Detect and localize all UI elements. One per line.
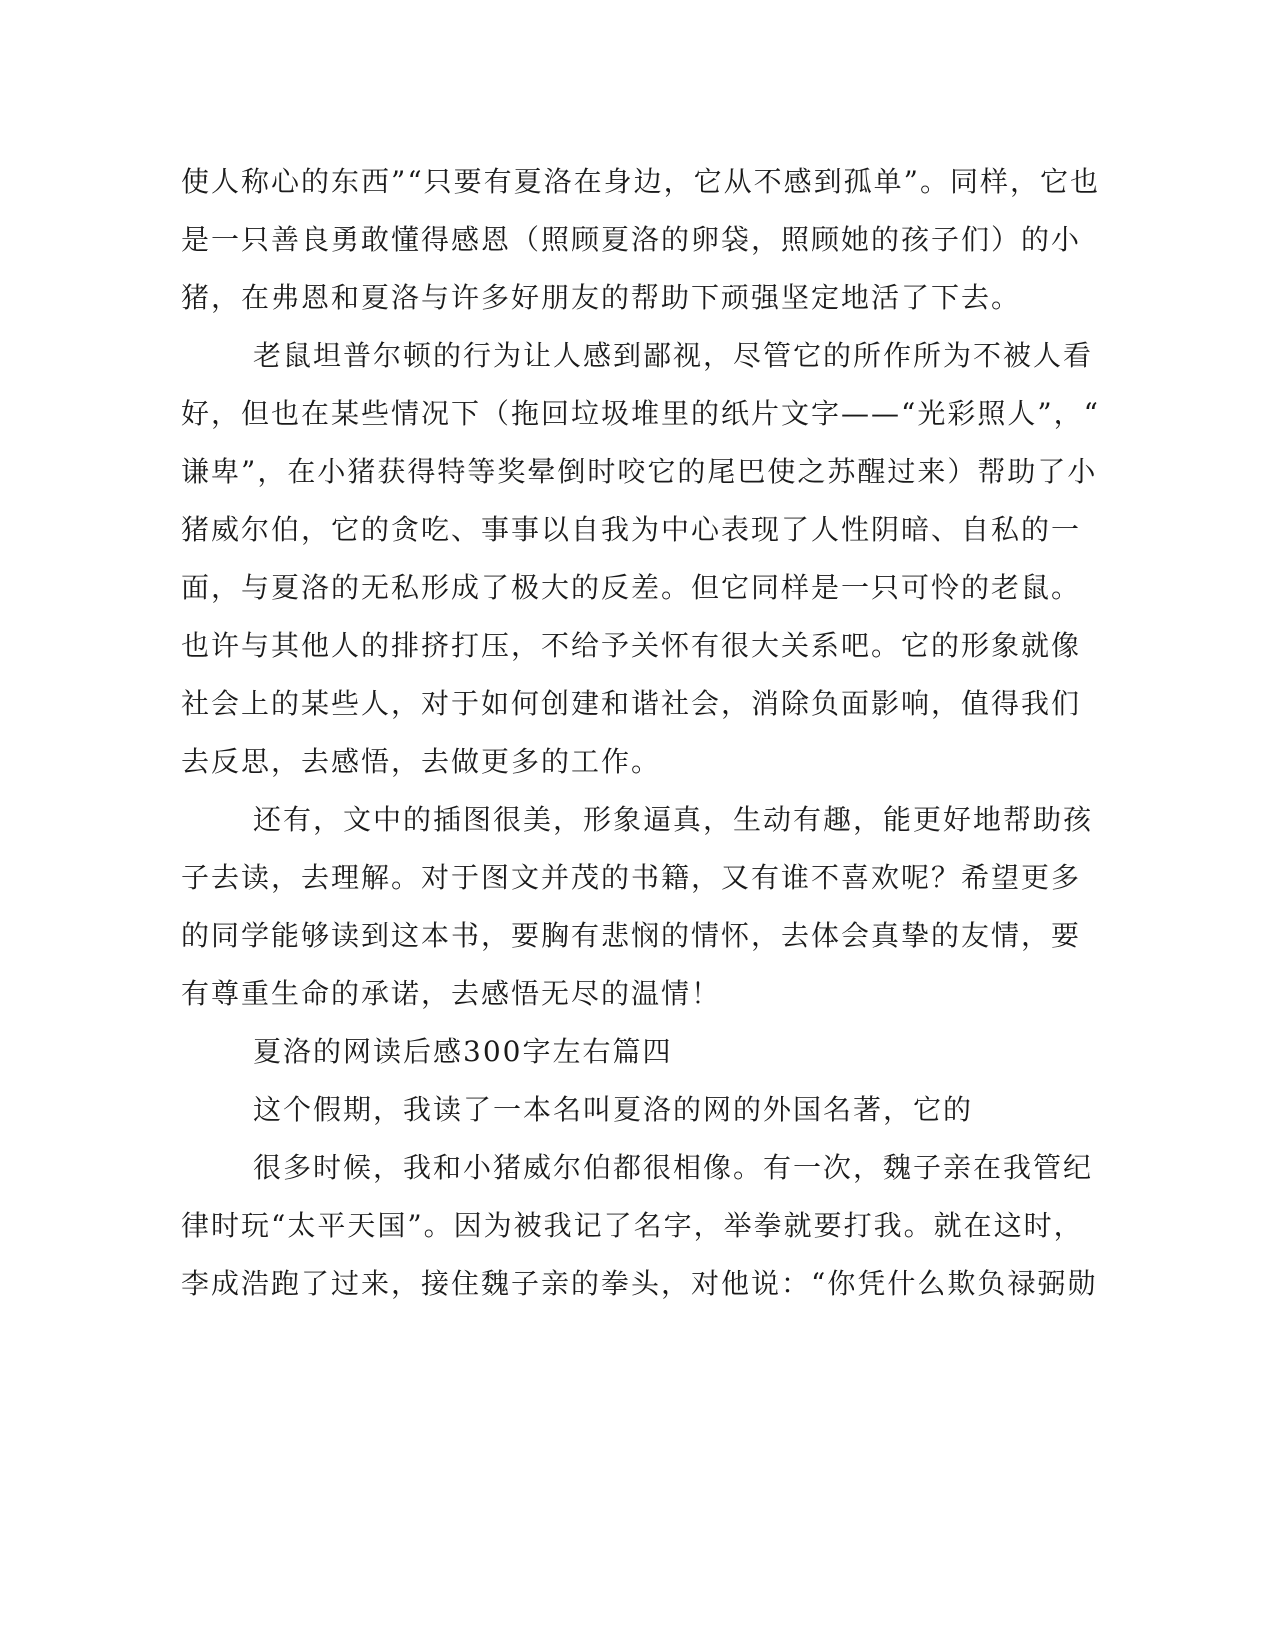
text-line: 谦卑”，在小猪获得特等奖晕倒时咬它的尾巴使之苏醒过来）帮助了小 [181, 455, 1098, 488]
text-line: 面，与夏洛的无私形成了极大的反差。但它同样是一只可怜的老鼠。 [181, 571, 1082, 604]
text-line: 是一只善良勇敢懂得感恩（照顾夏洛的卵袋，照顾她的孩子们）的小 [181, 223, 1082, 256]
text-line: 好，但也在某些情况下（拖回垃圾堆里的纸片文字——“光彩照人”，“ [181, 397, 1100, 430]
text-line: 有尊重生命的承诺，去感悟无尽的温情！ [181, 977, 722, 1010]
text-line: 李成浩跑了过来，接住魏子亲的拳头，对他说：“你凭什么欺负禄弼勋 [181, 1267, 1098, 1300]
section-heading: 夏洛的网读后感300字左右篇四 [253, 1035, 673, 1068]
text-line: 子去读，去理解。对于图文并茂的书籍，又有谁不喜欢呢？希望更多 [181, 861, 1082, 894]
text-line: 的同学能够读到这本书，要胸有悲悯的情怀，去体会真挚的友情，要 [181, 919, 1082, 952]
text-line: 老鼠坦普尔顿的行为让人感到鄙视，尽管它的所作所为不被人看 [253, 339, 1094, 372]
text-line: 还有，文中的插图很美，形象逼真，生动有趣，能更好地帮助孩 [253, 803, 1094, 836]
text-line: 去反思，去感悟，去做更多的工作。 [181, 745, 662, 778]
text-line: 律时玩“太平天国”。因为被我记了名字，举拳就要打我。就在这时， [181, 1209, 1084, 1242]
text-line: 猪威尔伯，它的贪吃、事事以自我为中心表现了人性阴暗、自私的一 [181, 513, 1082, 546]
text-line: 社会上的某些人，对于如何创建和谐社会，消除负面影响，值得我们 [181, 687, 1082, 720]
text-line: 很多时候，我和小猪威尔伯都很相像。有一次，魏子亲在我管纪 [253, 1151, 1094, 1184]
text-line: 猪，在弗恩和夏洛与许多好朋友的帮助下顽强坚定地活了下去。 [181, 281, 1022, 314]
text-line: 也许与其他人的排挤打压，不给予关怀有很大关系吧。它的形象就像 [181, 629, 1082, 662]
body-text [181, 153, 1100, 1313]
text-line: 这个假期，我读了一本名叫夏洛的网的外国名著，它的 [253, 1093, 974, 1126]
text-line: 使人称心的东西”“只要有夏洛在身边，它从不感到孤单”。同样，它也 [181, 165, 1100, 198]
